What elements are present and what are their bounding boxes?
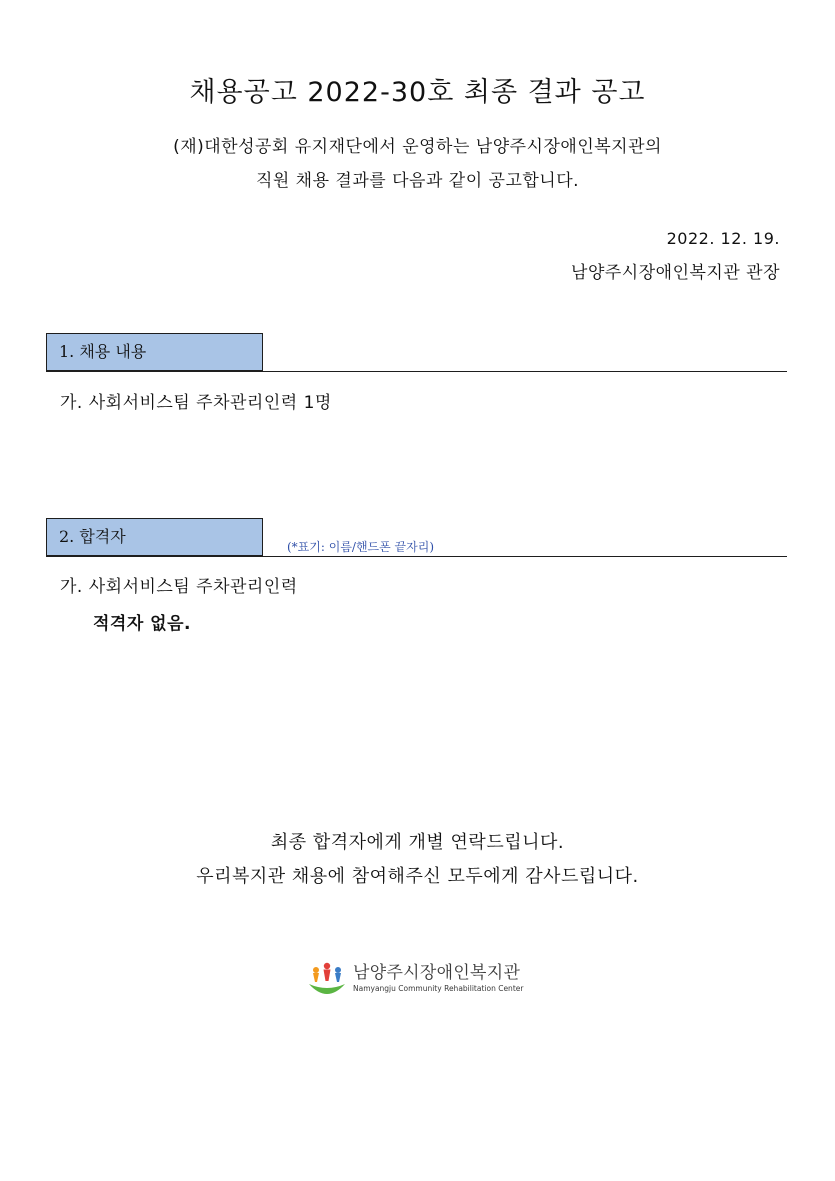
section-item-recruitment: 가. 사회서비스팀 주차관리인력 1명 <box>60 393 332 413</box>
section-item-applicants: 가. 사회서비스팀 주차관리인력 <box>60 577 298 597</box>
section-heading-label: 2. 합격자 <box>59 527 126 546</box>
emblem-figure-left <box>313 967 319 973</box>
result-text: 적격자 없음. <box>93 614 191 634</box>
section-heading-recruitment <box>46 333 263 371</box>
notation-note: (*표기: 이름/핸드폰 끝자리) <box>287 540 434 554</box>
closing-line-1: 최종 합격자에게 개별 연락드립니다. <box>270 832 565 853</box>
page-title: 채용공고 2022-30호 최종 결과 공고 <box>189 77 646 108</box>
section-heading-label: 1. 채용 내용 <box>59 342 147 361</box>
emblem-figure-center <box>324 963 330 969</box>
center-logo <box>307 958 537 1002</box>
intro-line-2: 직원 채용 결과를 다음과 같이 공고합니다. <box>255 171 580 191</box>
intro-line-1: (재)대한성공회 유지재단에서 운영하는 남양주시장애인복지관의 <box>173 137 662 157</box>
signer: 남양주시장애인복지관 관장 <box>571 263 780 283</box>
announcement-date: 2022. 12. 19. <box>666 229 780 248</box>
logo-subtitle: Namyangju Community Rehabilitation Center <box>353 984 524 993</box>
section-divider <box>46 371 787 372</box>
section-divider <box>46 556 787 557</box>
emblem-figure-right <box>335 967 341 973</box>
logo-name: 남양주시장애인복지관 <box>353 963 521 983</box>
emblem-ground <box>309 984 345 994</box>
center-emblem-icon <box>307 960 347 1000</box>
closing-line-2: 우리복지관 채용에 참여해주신 모두에게 감사드립니다. <box>196 866 639 887</box>
section-heading-successful-applicants <box>46 518 263 556</box>
